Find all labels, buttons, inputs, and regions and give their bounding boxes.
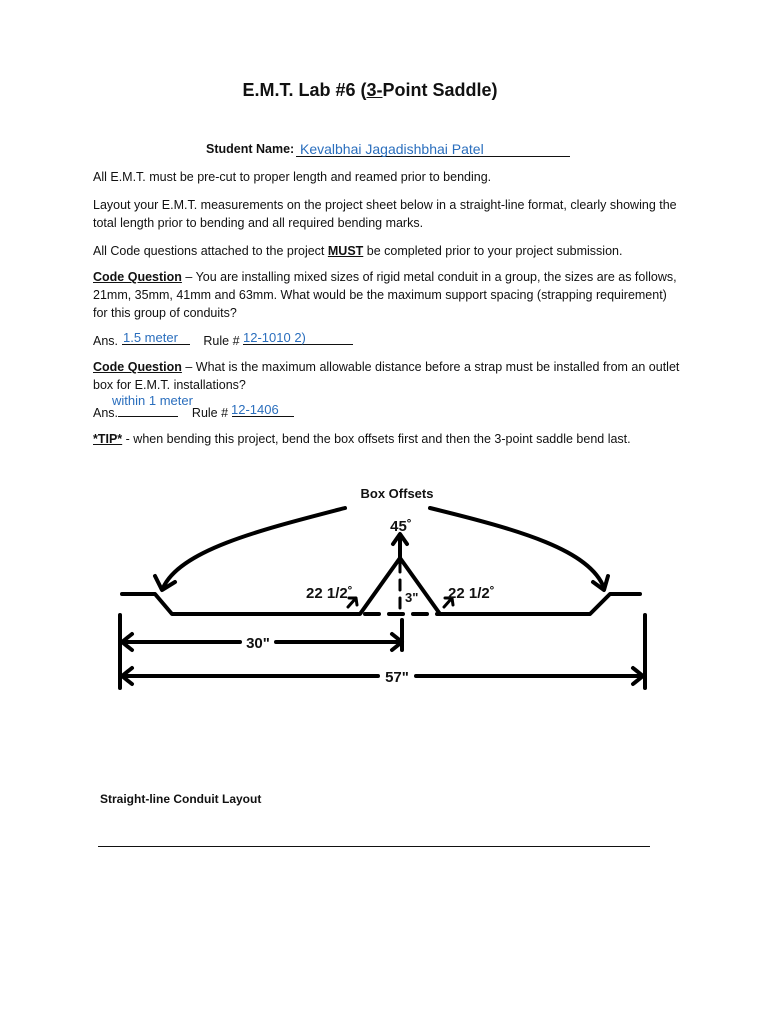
instruction-code-questions bbox=[93, 242, 683, 260]
center-angle-arrow bbox=[393, 534, 407, 562]
ans-label-2: Ans. bbox=[93, 406, 119, 420]
p3-text-end: be completed prior to your project submission. bbox=[363, 244, 623, 258]
code-question-2 bbox=[93, 358, 683, 394]
instruction-layout: Layout your E.M.T. measurements on the project sheet below in a straight-line format, clearly showing the total length prior to bending and all required bending marks. bbox=[93, 198, 677, 230]
saddle-bend-diagram bbox=[0, 470, 768, 710]
rule-2-field[interactable]: 12-1406 bbox=[231, 402, 279, 417]
rule-1-field[interactable]: 12-1010 2) bbox=[243, 330, 306, 345]
rule-label-1: Rule # bbox=[203, 334, 240, 348]
student-name-label: Student Name: bbox=[206, 142, 295, 156]
code-question-1-text: – You are installing mixed sizes of rigid metal conduit in a group, the sizes are as follows, 21mm, 35mm, 41mm and 63mm. What would be the maximum support spacing (strapping requirement) for this group of conduits? bbox=[93, 270, 677, 320]
dim-30-label: 30" bbox=[246, 635, 270, 652]
dim-57-label: 57" bbox=[385, 669, 409, 686]
code-question-1-label: Code Question bbox=[93, 270, 182, 284]
student-name-field[interactable]: Kevalbhai Jagadishbhai Patel bbox=[300, 141, 484, 157]
title-underlined-part: 3- bbox=[366, 80, 383, 100]
p3-text: All Code questions attached to the project bbox=[93, 244, 328, 258]
answer-1-field[interactable]: 1.5 meter bbox=[123, 330, 178, 345]
left-angle-label: 22 1/2˚ bbox=[306, 585, 353, 602]
conduit-profile bbox=[122, 558, 640, 614]
p3-must: MUST bbox=[327, 244, 364, 258]
instruction-precut: All E.M.T. must be pre-cut to proper length and reamed prior to bending. bbox=[93, 170, 492, 184]
box-offsets-label: Box Offsets bbox=[360, 486, 434, 501]
layout-line[interactable] bbox=[98, 846, 650, 847]
box-offset-arrow-left bbox=[163, 508, 345, 588]
page-title bbox=[0, 80, 740, 101]
code-question-1 bbox=[93, 268, 683, 322]
center-angle-label: 45˚ bbox=[390, 518, 412, 535]
code-question-2-label: Code Question bbox=[93, 360, 182, 374]
tip-text: - when bending this project, bend the box offsets first and then the 3-point saddle bend last. bbox=[122, 432, 631, 446]
rise-label: 3" bbox=[405, 590, 419, 605]
title-part-end: Point Saddle) bbox=[382, 80, 498, 100]
rule-label-2: Rule # bbox=[191, 406, 229, 420]
layout-section-title: Straight-line Conduit Layout bbox=[100, 792, 262, 806]
right-angle-label: 22 1/2˚ bbox=[448, 585, 495, 602]
answer-2-field[interactable]: within 1 meter bbox=[112, 393, 193, 408]
tip-label: *TIP* bbox=[93, 432, 123, 446]
tip bbox=[93, 430, 683, 448]
box-offset-arrow-right bbox=[430, 508, 604, 588]
code-question-2-text: – What is the maximum allowable distance before a strap must be installed from an outlet box for E.M.T. installations? bbox=[93, 360, 680, 392]
title-part: E.M.T. Lab #6 ( bbox=[242, 80, 367, 100]
ans-label-1: Ans. bbox=[93, 334, 119, 348]
